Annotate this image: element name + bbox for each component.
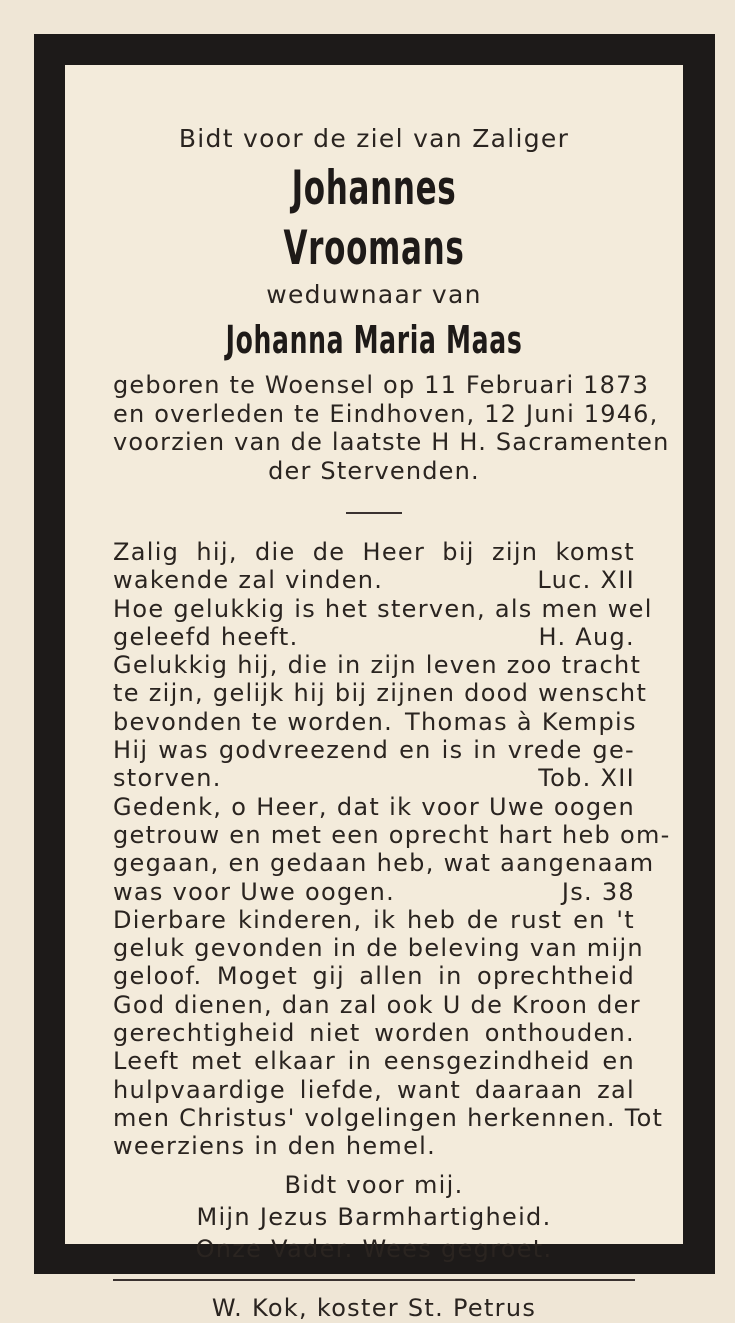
deceased-name: Johannes Vroomans — [283, 161, 465, 276]
bio-line: en overleden te Eindhoven, 12 Juni 1946, — [113, 399, 659, 428]
verse-line — [113, 878, 635, 906]
verse-line: geluk gevonden in de beleving van mijn — [113, 934, 644, 963]
verse-line — [113, 764, 635, 792]
verse-reference: Thomas à Kempis — [405, 707, 637, 736]
prayer-line: Onze Vader. Wees gegroet. — [195, 1234, 553, 1263]
verse-line — [113, 708, 635, 736]
verse-line: getrouw en met een oprecht hart heb om- — [113, 820, 671, 849]
verse-line: men Christus' volgelingen herkennen. Tot — [113, 1103, 664, 1132]
verse-reference: Luc. XII — [537, 566, 635, 595]
verse-text: bevonden te worden. — [113, 707, 394, 736]
prayer-line: Mijn Jezus Barmhartigheid. — [196, 1202, 552, 1231]
verse-line: Dierbare kinderen, ik heb de rust en 't — [113, 905, 635, 934]
short-divider — [346, 512, 402, 514]
verse-line: gerechtigheid niet worden onthouden. — [113, 1019, 635, 1048]
printer-credit: W. Kok, koster St. Petrus — [211, 1293, 537, 1322]
verse-line: God dienen, dan zal ook U de Kroon der — [113, 990, 641, 1019]
card-paper — [65, 65, 683, 1322]
verse-line: gegaan, en gedaan heb, wat aangenaam — [113, 849, 655, 878]
verse-line: Leeft met elkaar in eensgezindheid en — [113, 1047, 635, 1076]
memorial-card — [34, 34, 715, 1322]
spouse-name: Johanna Maria Maas — [225, 318, 523, 362]
verse-line: Zalig hij, die de Heer bij zijn komst — [113, 538, 635, 566]
verse-line: Hij was godvreezend en is in vrede ge- — [113, 736, 635, 765]
verse-text: weerziens in den hemel. — [113, 1132, 437, 1161]
verse-text: geleefd heeft. — [113, 622, 299, 651]
verse-reference: H. Aug. — [538, 622, 635, 651]
prayer-line: Bidt voor mij. — [284, 1170, 464, 1199]
verse-reference: Js. 38 — [561, 877, 635, 906]
widower-label: weduwnaar van — [266, 280, 482, 309]
bio-line: der Stervenden. — [268, 456, 480, 485]
verse-line: Gedenk, o Heer, dat ik voor Uwe oogen — [113, 792, 635, 821]
verse-line — [113, 566, 635, 594]
prayers-block — [113, 1169, 635, 1265]
verse-line: te zijn, gelijk hij bij zijnen dood wenscht — [113, 679, 648, 708]
intro-text: Bidt voor de ziel van Zaliger — [178, 124, 570, 153]
verse-text: was voor Uwe oogen. — [113, 877, 396, 906]
verse-text: wakende zal vinden. — [113, 566, 384, 595]
bio-line: voorzien van de laatste H H. Sacramenten — [113, 428, 670, 456]
card-content — [113, 123, 671, 1323]
verse-line: Hoe gelukkig is het sterven, als men wel — [113, 594, 653, 623]
bio-line: geboren te Woensel op 11 Februari 1873 — [113, 371, 650, 399]
verse-line — [113, 1132, 635, 1160]
long-divider — [113, 1279, 635, 1281]
biography — [113, 371, 670, 485]
verses-block — [113, 538, 671, 1161]
verse-reference: Tob. XII — [538, 764, 635, 793]
verse-text: storven. — [113, 764, 222, 793]
verse-line — [113, 623, 635, 651]
verse-line: Gelukkig hij, die in zijn leven zoo tracht — [113, 651, 642, 680]
verse-line: geloof. Moget gij allen in oprechtheid — [113, 962, 635, 991]
verse-line: hulpvaardige liefde, want daaraan zal — [113, 1075, 635, 1104]
